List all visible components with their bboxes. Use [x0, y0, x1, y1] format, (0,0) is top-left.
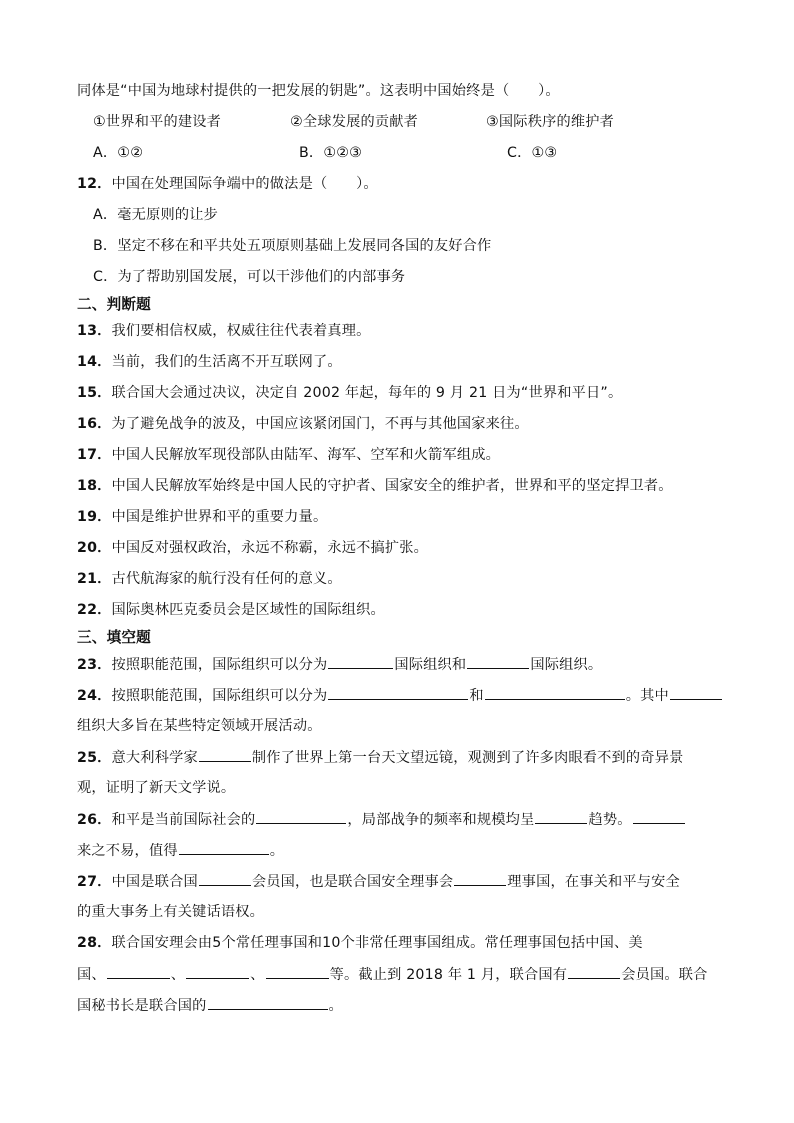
answer-blank[interactable] — [535, 809, 587, 824]
question-number: 26． — [77, 812, 112, 828]
question-number: 14． — [77, 354, 112, 370]
question-number: 18． — [77, 478, 112, 494]
question-24 — [77, 685, 724, 706]
question-13 — [77, 321, 724, 341]
q12-option-b: B．坚定不移在和平共处五项原则基础上发展同各国的友好合作 — [93, 238, 492, 254]
answer-blank[interactable] — [208, 995, 328, 1010]
answer-blank[interactable] — [633, 809, 685, 824]
q12-option-a: A．毫无原则的让步 — [93, 207, 219, 223]
question-number: 25． — [77, 750, 112, 766]
text-segment: 来之不易，值得 — [77, 843, 178, 859]
answer-blank[interactable] — [467, 654, 529, 669]
q11-option-a: A．①② — [93, 145, 144, 161]
question-number: 15． — [77, 385, 112, 401]
answer-blank[interactable] — [485, 685, 625, 700]
section-heading-fill: 三、填空题 — [77, 629, 151, 646]
q12-stem — [77, 174, 724, 194]
text-segment: 联合国安理会由5个常任理事国和10个非常任理事国组成。常任理事国包括中国、美 — [111, 935, 643, 951]
text-segment: 国、 — [77, 967, 106, 983]
question-25-cont: 观，证明了新天文学说。 — [77, 780, 236, 796]
question-23 — [77, 654, 724, 675]
question-15 — [77, 383, 724, 403]
question-number: 27． — [77, 874, 112, 890]
question-number: 23． — [77, 657, 112, 673]
text-segment: 按照职能范围，国际组织可以分为 — [111, 688, 328, 704]
question-text: 我们要相信权威，权威往往代表着真理。 — [111, 323, 371, 339]
question-22 — [77, 600, 724, 620]
q11-stem-tail: 同体是“中国为地球村提供的一把发展的钥匙”。这表明中国始终是（ ）。 — [77, 83, 560, 99]
answer-blank[interactable] — [328, 685, 468, 700]
question-27-cont: 的重大事务上有关键话语权。 — [77, 904, 265, 920]
q11-item-3: ③国际秩序的维护者 — [486, 114, 615, 130]
text-segment: 和平是当前国际社会的 — [111, 812, 256, 828]
question-text: 国际奥林匹克委员会是区域性的国际组织。 — [111, 602, 385, 618]
answer-blank[interactable] — [199, 871, 251, 886]
answer-blank[interactable] — [568, 964, 620, 979]
text-segment: 趋势。 — [588, 812, 632, 828]
text-segment: 国秘书长是联合国的 — [77, 998, 207, 1014]
text-segment: 和 — [469, 688, 484, 704]
question-20 — [77, 538, 724, 558]
question-text: 中国在处理国际争端中的做法是（ ）。 — [111, 176, 378, 192]
text-segment: 按照职能范围，国际组织可以分为 — [111, 657, 328, 673]
question-16 — [77, 414, 724, 434]
text-segment: 会员国。联合 — [621, 967, 708, 983]
answer-blank[interactable] — [199, 747, 251, 762]
text-segment: 、 — [250, 967, 265, 983]
question-number: 19． — [77, 509, 112, 525]
question-number: 22． — [77, 602, 112, 618]
question-text: 中国人民解放军现役部队由陆军、海军、空军和火箭军组成。 — [111, 447, 500, 463]
text-segment: 。其中 — [625, 688, 669, 704]
question-number: 17． — [77, 447, 112, 463]
q11-item-2: ②全球发展的贡献者 — [290, 114, 419, 130]
text-segment: ，局部战争的频率和规模均呈 — [347, 812, 535, 828]
question-28 — [77, 933, 724, 953]
question-text: 中国是维护世界和平的重要力量。 — [111, 509, 328, 525]
answer-blank[interactable] — [256, 809, 346, 824]
answer-blank[interactable] — [266, 964, 329, 979]
q11-option-b: B．①②③ — [299, 145, 363, 161]
text-segment: 中国是联合国 — [111, 874, 198, 890]
question-19 — [77, 507, 724, 527]
text-segment: 。 — [269, 843, 285, 859]
question-number: 24． — [77, 688, 112, 704]
answer-blank[interactable] — [179, 840, 269, 855]
question-text: 古代航海家的航行没有任何的意义。 — [111, 571, 342, 587]
q11-option-c: C．①③ — [507, 145, 558, 161]
question-25 — [77, 747, 724, 768]
q11-item-1: ①世界和平的建设者 — [93, 114, 222, 130]
answer-blank[interactable] — [670, 685, 722, 700]
question-text: 当前，我们的生活离不开互联网了。 — [111, 354, 342, 370]
question-14 — [77, 352, 724, 372]
question-text: 为了避免战争的波及，中国应该紧闭国门，不再与其他国家来往。 — [111, 416, 529, 432]
question-27 — [77, 871, 724, 892]
question-21 — [77, 569, 724, 589]
text-segment: 、 — [170, 967, 186, 983]
question-number: 21． — [77, 571, 112, 587]
question-28-cont-1 — [77, 964, 724, 985]
question-28-cont-2 — [77, 995, 724, 1016]
q12-option-c: C．为了帮助别国发展，可以干涉他们的内部事务 — [93, 269, 406, 285]
text-segment: 。 — [328, 998, 343, 1014]
question-number: 28． — [77, 935, 112, 951]
question-24-cont: 组织大多旨在某些特定领域开展活动。 — [77, 718, 322, 734]
text-segment: 意大利科学家 — [111, 750, 198, 766]
question-26 — [77, 809, 724, 830]
question-text: 联合国大会通过决议，决定自 2002 年起，每年的 9 月 21 日为“世界和平日”。 — [111, 385, 623, 401]
question-number: 16． — [77, 416, 112, 432]
text-segment: 国际组织和 — [394, 657, 467, 673]
text-segment: 等。截止到 2018 年 1 月，联合国有 — [329, 967, 568, 983]
text-segment: 国际组织。 — [530, 657, 603, 673]
section-heading-judge: 二、判断题 — [77, 296, 151, 313]
text-segment: 制作了世界上第一台天文望远镜，观测到了许多肉眼看不到的奇异景 — [251, 750, 684, 766]
question-17 — [77, 445, 724, 465]
answer-blank[interactable] — [328, 654, 393, 669]
answer-blank[interactable] — [186, 964, 249, 979]
answer-blank[interactable] — [107, 964, 170, 979]
question-number: 12． — [77, 176, 112, 192]
question-text: 中国反对强权政治，永远不称霸，永远不搞扩张。 — [111, 540, 429, 556]
answer-blank[interactable] — [454, 871, 506, 886]
text-segment: 会员国，也是联合国安全理事会 — [251, 874, 454, 890]
question-26-cont — [77, 840, 724, 861]
question-number: 13． — [77, 323, 112, 339]
text-segment: 理事国，在事关和平与安全 — [507, 874, 680, 890]
question-text: 中国人民解放军始终是中国人民的守护者、国家安全的维护者，世界和平的坚定捍卫者。 — [111, 478, 673, 494]
question-number: 20． — [77, 540, 112, 556]
question-18 — [77, 476, 724, 496]
